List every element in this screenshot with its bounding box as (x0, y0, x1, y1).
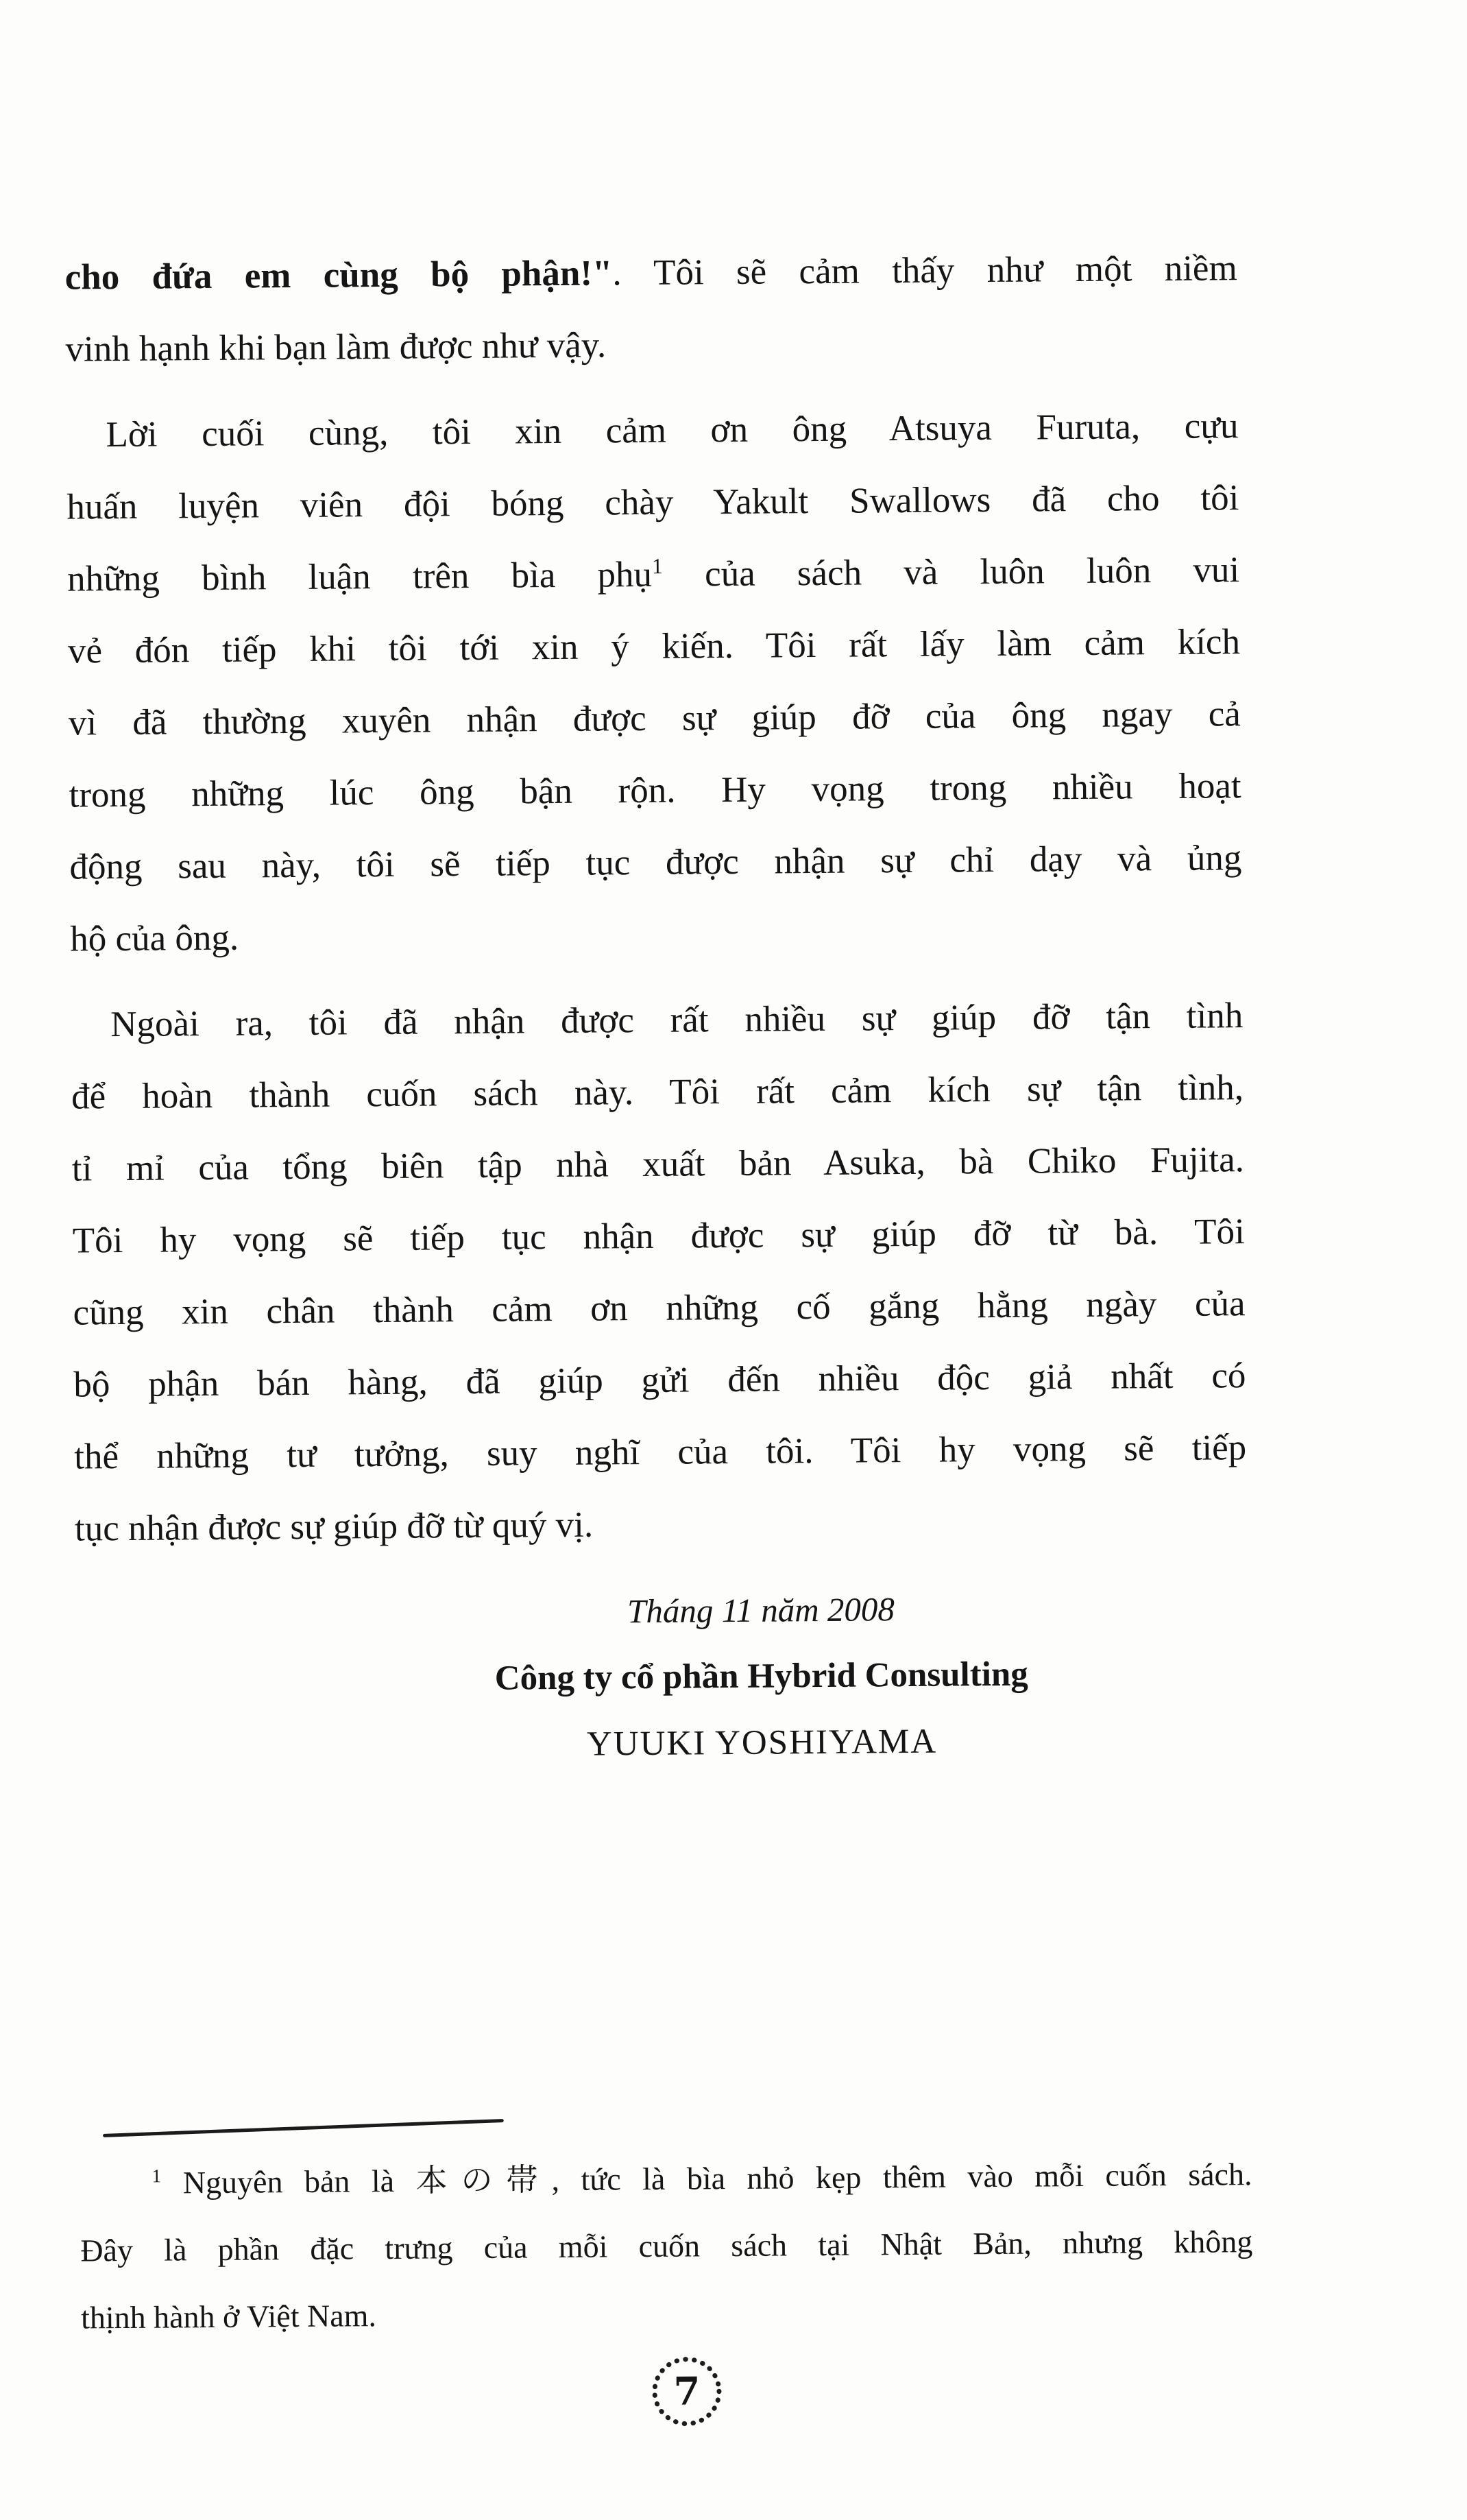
footnote-reference: 1 (651, 554, 663, 579)
footnote-text: Nguyên bản là 本の帯, tức là bìa nhỏ kẹp thêm vào mỗi cuốn sách. (161, 2157, 1252, 2200)
signature-block (175, 1572, 1348, 1781)
text-run: . Tôi sẽ cảm thấy như một niềm (612, 248, 1237, 293)
footnote-line (80, 2141, 1252, 2217)
text-line: cũng xin chân thành cảm ơn những cố gắng hằng ngày của (73, 1284, 1246, 1333)
page-number: 7 (673, 2368, 701, 2414)
text-line: tục nhận được sự giúp đỡ từ quý vị. (74, 1504, 594, 1549)
text-line: vì đã thường xuyên nhận được sự giúp đỡ của ông ngay cả (68, 694, 1241, 743)
text-line: huấn luyện viên đội bóng chày Yakult Swallows đã cho tôi (66, 478, 1239, 527)
text-line (67, 534, 1240, 615)
text-line: vinh hạnh khi bạn làm được như vậy. (65, 325, 607, 370)
footnote-line: Đây là phần đặc trưng của mỗi cuốn sách tại Nhật Bản, nhưng không (80, 2224, 1253, 2268)
text-line: vẻ đón tiếp khi tôi tới xin ý kiến. Tôi rất lấy làm cảm kích (67, 622, 1241, 671)
text-line: tỉ mỉ của tổng biên tập nhà xuất bản Asuka, bà Chiko Fujita. (71, 1140, 1245, 1189)
signature-date: Tháng 11 năm 2008 (627, 1590, 895, 1631)
bold-quote-text: cho đứa em cùng bộ phận!" (64, 253, 613, 298)
body-text (64, 232, 1247, 1565)
text-line: bộ phận bán hàng, đã giúp gửi đến nhiều độc giả nhất có (73, 1356, 1246, 1405)
text-line: để hoàn thành cuốn sách này. Tôi rất cảm kích sự tận tình, (71, 1068, 1244, 1117)
signature-author: YUUKI YOSHIYAMA (586, 1722, 938, 1764)
footnote-separator (103, 2119, 504, 2137)
text-line (64, 232, 1237, 313)
text-line: động sau này, tôi sẽ tiếp tục được nhận sự chỉ dạy và ủng (69, 838, 1242, 887)
text-line: Ngoài ra, tôi đã nhận được rất nhiều sự giúp đỡ tận tình (110, 996, 1244, 1045)
signature-company: Công ty cổ phần Hybrid Consulting (494, 1655, 1028, 1698)
text-run: những bình luận trên bìa phụ (66, 554, 653, 599)
footnote (80, 2141, 1253, 2351)
text-line: hộ của ông. (70, 917, 239, 959)
text-line: thể những tư tưởng, suy nghĩ của tôi. Tôi hy vọng sẽ tiếp (73, 1428, 1247, 1477)
text-line: Lời cuối cùng, tôi xin cảm ơn ông Atsuya Furuta, cựu (106, 406, 1239, 455)
text-line: trong những lúc ông bận rộn. Hy vọng trong nhiều hoạt (69, 766, 1241, 815)
footnote-line: thịnh hành ở Việt Nam. (80, 2298, 377, 2336)
page-number-badge (649, 2353, 725, 2429)
footnote-number: 1 (151, 2165, 162, 2187)
text-run: của sách và luôn luôn vui (662, 550, 1240, 595)
text-line: Tôi hy vọng sẽ tiếp tục nhận được sự giúp đỡ từ bà. Tôi (72, 1212, 1245, 1261)
